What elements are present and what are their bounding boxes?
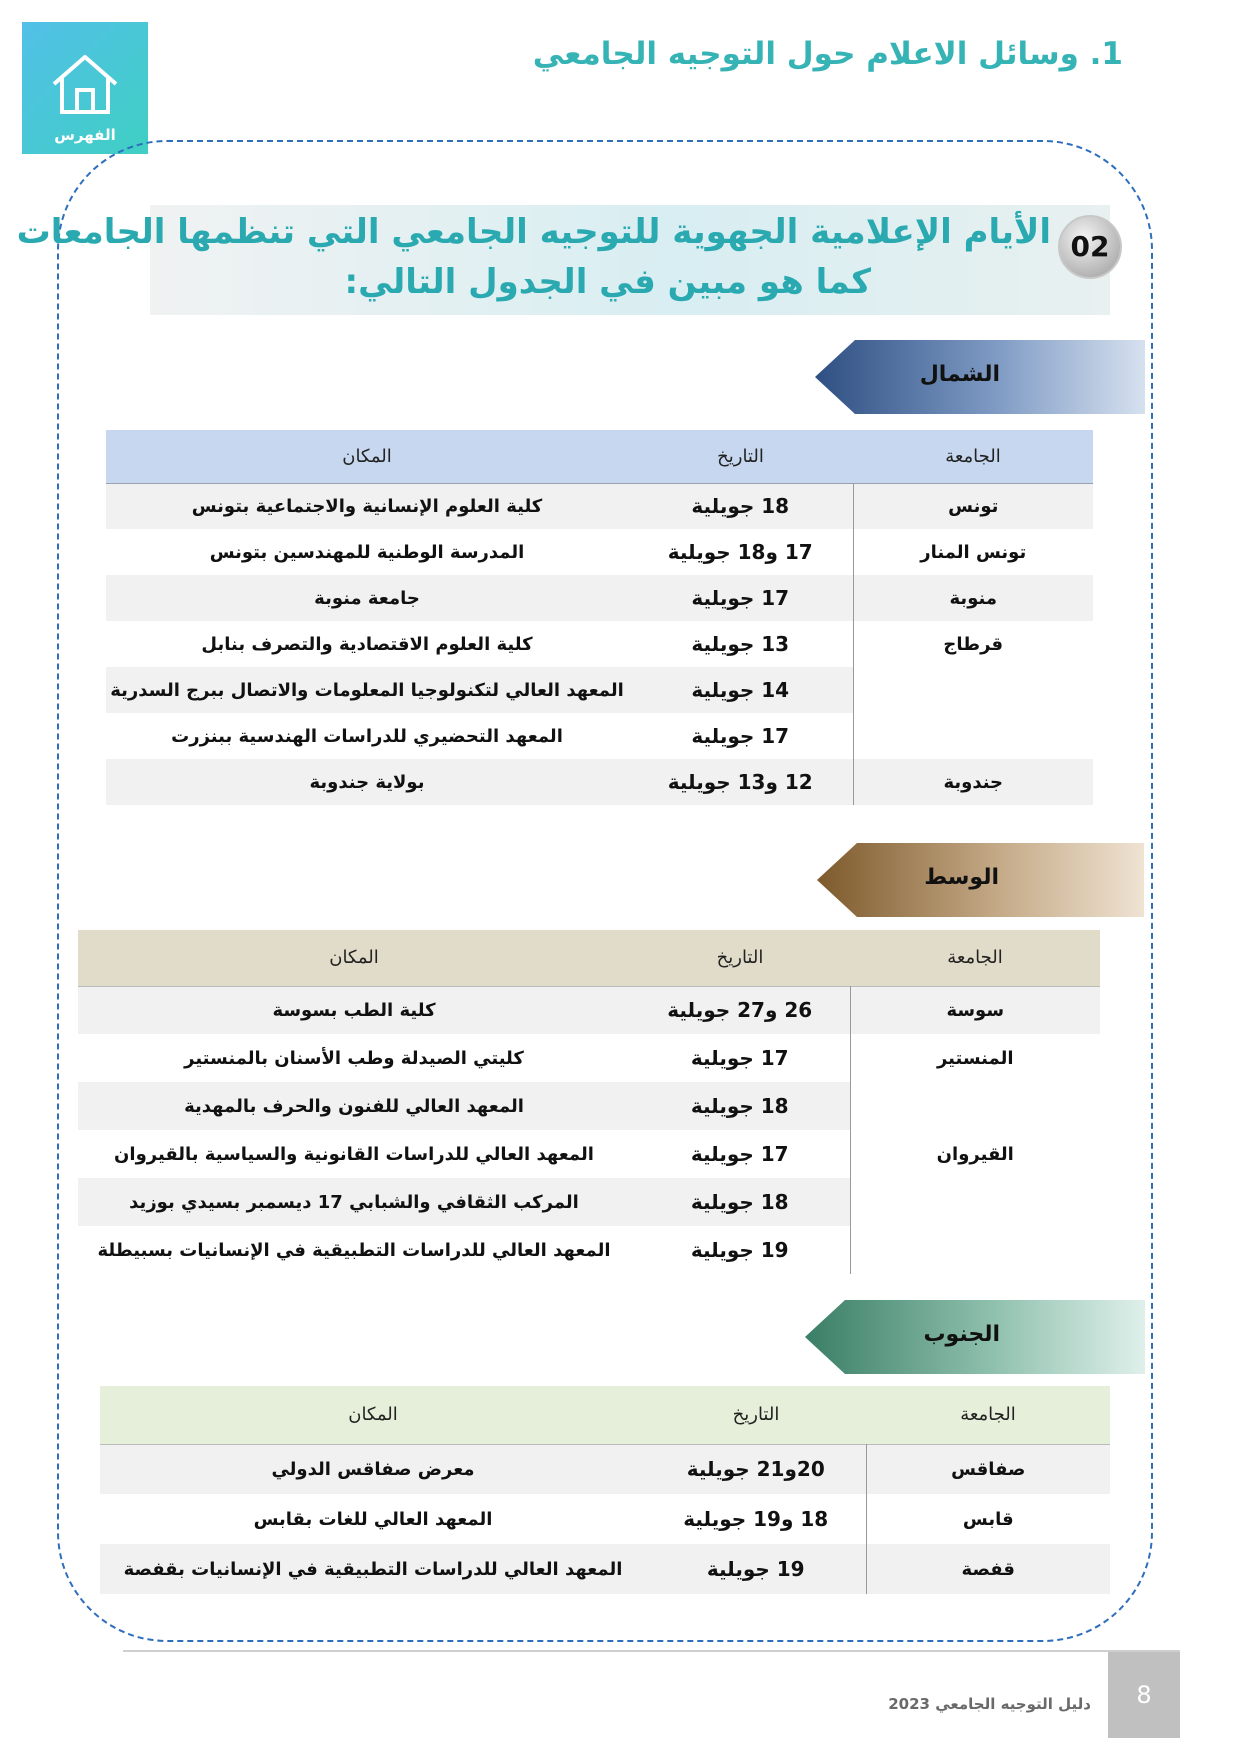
table-row <box>78 1034 1100 1082</box>
cell-university: قرطاج <box>853 621 1093 667</box>
table-row <box>106 713 1093 759</box>
region-tab-center <box>817 843 1144 917</box>
table-row <box>106 759 1093 805</box>
footer-divider <box>123 1650 1180 1652</box>
cell-place: المعهد العالي للفنون والحرف بالمهدية <box>78 1082 630 1130</box>
cell-place: معرض صفاقس الدولي <box>100 1444 646 1494</box>
page-number: 8 <box>1136 1681 1152 1709</box>
cell-university: قابس <box>866 1494 1110 1544</box>
section-number-badge: 02 <box>1058 215 1122 279</box>
header-university: الجامعة <box>947 947 1003 969</box>
cell-date: 18 جويلية <box>630 1178 850 1226</box>
home-label: الفهرس <box>54 126 116 144</box>
table-row <box>78 1226 1100 1274</box>
cell-place: جامعة منوبة <box>106 575 628 621</box>
footer-guide-title: دليل التوجيه الجامعي 2023 <box>888 1695 1091 1713</box>
cell-university: القيروان <box>850 1130 1100 1178</box>
section-title: 1. وسائل الاعلام حول التوجيه الجامعي <box>532 36 1123 72</box>
header-place: المكان <box>348 1404 398 1426</box>
home-button[interactable] <box>22 22 148 154</box>
region-tab-north <box>815 340 1145 414</box>
page-number-box <box>1108 1652 1180 1738</box>
header-place: المكان <box>342 445 392 467</box>
banner-heading-line2: كما هو مبين في الجدول التالي: <box>344 262 871 302</box>
cell-date: 17 جويلية <box>690 1046 789 1070</box>
cell-university <box>850 1226 1100 1274</box>
cell-date: 18 جويلية <box>630 1082 850 1130</box>
table-row <box>106 529 1093 575</box>
cell-date: 18 جويلية <box>628 483 853 529</box>
cell-date: 19 جويلية <box>646 1544 866 1594</box>
table-row <box>106 483 1093 529</box>
cell-place: المعهد العالي للدراسات التطبيقية في الإنسانيات بسبيطلة <box>97 1239 611 1261</box>
cell-university <box>850 1178 1100 1226</box>
cell-university: سوسة <box>850 986 1100 1034</box>
cell-date: 18 و19 جويلية <box>683 1507 829 1531</box>
cell-date: 26 و27 جويلية <box>630 986 850 1034</box>
table-row <box>106 667 1093 713</box>
cell-university: منوبة <box>853 575 1093 621</box>
cell-place: كلية الطب بسوسة <box>78 986 630 1034</box>
cell-place: كليتي الصيدلة وطب الأسنان بالمنستير <box>184 1047 524 1069</box>
cell-university: المنستير <box>850 1034 1100 1082</box>
south-table <box>100 1386 1110 1594</box>
cell-place: المدرسة الوطنية للمهندسين بتونس <box>209 541 525 563</box>
center-table <box>78 930 1100 1274</box>
table-row <box>78 1178 1100 1226</box>
cell-date: 17 جويلية <box>691 724 790 748</box>
cell-place: بولاية جندوبة <box>106 759 628 805</box>
cell-date: 20و21 جويلية <box>646 1444 866 1494</box>
cell-date: 17 جويلية <box>628 575 853 621</box>
header-university: الجامعة <box>945 445 1001 467</box>
table-row <box>78 1082 1100 1130</box>
cell-date: 13 جويلية <box>691 632 790 656</box>
header-place: المكان <box>329 947 379 969</box>
table-row <box>78 1130 1100 1178</box>
cell-place: المعهد العالي للدراسات القانونية والسياسية بالقيروان <box>114 1143 594 1165</box>
region-tab-south <box>805 1300 1145 1374</box>
header-university: الجامعة <box>960 1404 1016 1426</box>
region-label-center: الوسط <box>924 865 999 890</box>
table-row <box>100 1544 1110 1594</box>
cell-university: تونس <box>853 483 1093 529</box>
header-date: التاريخ <box>732 1404 780 1426</box>
cell-date: 12 و13 جويلية <box>628 759 853 805</box>
table-row <box>78 986 1100 1034</box>
cell-university: تونس المنار <box>853 529 1093 575</box>
region-label-south: الجنوب <box>923 1322 1000 1347</box>
cell-place: كلية العلوم الاقتصادية والتصرف بنابل <box>201 633 533 655</box>
cell-place: كلية العلوم الإنسانية والاجتماعية بتونس <box>106 483 628 529</box>
banner-heading-line1: الأيام الإعلامية الجهوية للتوجيه الجامعي التي تنظمها الجامعات <box>16 212 1051 252</box>
cell-place: المعهد العالي للدراسات التطبيقية في الإنسانيات بقفصة <box>100 1544 646 1594</box>
cell-university <box>853 713 1093 759</box>
cell-date: 17 جويلية <box>690 1142 789 1166</box>
cell-university <box>850 1082 1100 1130</box>
cell-place: المركب الثقافي والشبابي 17 ديسمبر بسيدي بوزيد <box>78 1178 630 1226</box>
cell-place: المعهد العالي للغات بقابس <box>253 1508 493 1530</box>
header-date: التاريخ <box>717 445 764 467</box>
cell-university <box>853 667 1093 713</box>
region-label-north: الشمال <box>919 362 1000 387</box>
table-row <box>106 621 1093 667</box>
table-row <box>106 575 1093 621</box>
cell-university: صفاقس <box>866 1444 1110 1494</box>
cell-date: 19 جويلية <box>690 1238 789 1262</box>
cell-place: المعهد العالي لتكنولوجيا المعلومات والاتصال ببرج السدرية <box>106 667 628 713</box>
header-date: التاريخ <box>716 947 764 969</box>
table-row <box>100 1494 1110 1544</box>
cell-university: جندوبة <box>853 759 1093 805</box>
cell-place: المعهد التحضيري للدراسات الهندسية ببنزرت <box>171 725 563 747</box>
north-table <box>106 430 1093 805</box>
cell-date: 14 جويلية <box>628 667 853 713</box>
home-icon <box>50 52 120 116</box>
cell-university: قفصة <box>866 1544 1110 1594</box>
table-row <box>100 1444 1110 1494</box>
cell-date: 17 و18 جويلية <box>667 540 813 564</box>
